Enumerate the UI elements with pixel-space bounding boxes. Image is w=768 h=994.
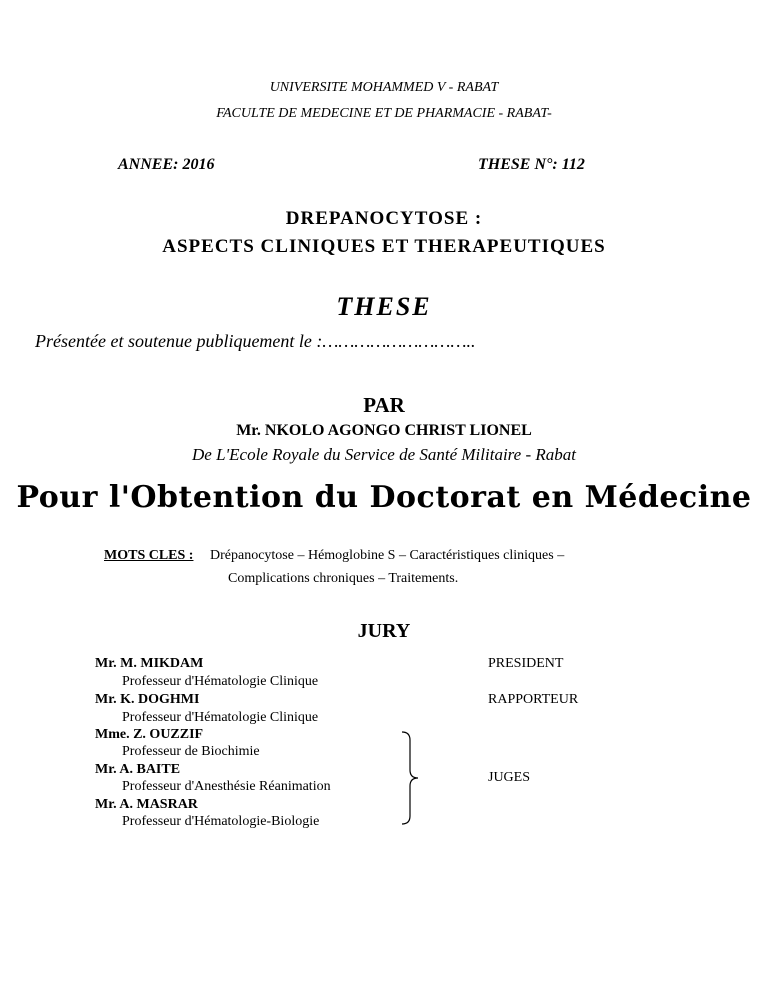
jury-brace <box>398 730 422 826</box>
jury-member-title: Professeur d'Hématologie-Biologie <box>122 814 320 829</box>
jury-member-title: Professeur d'Hématologie Clinique <box>122 674 319 689</box>
jury-member-name: Mr. M. MIKDAM <box>95 656 204 671</box>
jury-member-name: Mr. A. BAITE <box>95 762 181 777</box>
presentation-line: Présentée et soutenue publiquement le :……………………….. <box>35 331 476 351</box>
jury-member-title: Professeur d'Hématologie Clinique <box>122 710 319 725</box>
jury-member-name: Mme. Z. OUZZIF <box>95 727 204 742</box>
faculty-name: FACULTE DE MEDECINE ET DE PHARMACIE - RABAT- <box>216 106 552 121</box>
jury-member-title: Professeur de Biochimie <box>122 744 260 759</box>
keywords-line1: Drépanocytose – Hémoglobine S – Caractéristiques cliniques – <box>210 548 565 563</box>
author-school: De L'Ecole Royale du Service de Santé Militaire - Rabat <box>192 445 576 464</box>
role-rapporteur: RAPPORTEUR <box>488 692 579 707</box>
jury-heading: JURY <box>357 620 411 642</box>
role-juges: JUGES <box>488 770 531 785</box>
par-heading: PAR <box>363 393 405 417</box>
jury-member-name: Mr. K. DOGHMI <box>95 692 200 707</box>
jury-member-title: Professeur d'Anesthésie Réanimation <box>122 779 331 794</box>
thesis-title-line1: DREPANOCYTOSE : <box>285 208 483 229</box>
jury-member-name: Mr. A. MASRAR <box>95 797 198 812</box>
role-president: PRESIDENT <box>488 656 564 671</box>
academic-year: ANNEE: 2016 <box>118 156 215 173</box>
thesis-number: THESE N°: 112 <box>478 156 585 173</box>
these-heading: THESE <box>336 292 432 321</box>
keywords-line2: Complications chroniques – Traitements. <box>228 571 459 586</box>
university-name: UNIVERSITE MOHAMMED V - RABAT <box>269 80 499 95</box>
keywords-label: MOTS CLES : <box>104 548 194 563</box>
degree-line: Pour l'Obtention du Doctorat en Médecine <box>16 480 752 515</box>
author-name: Mr. NKOLO AGONGO CHRIST LIONEL <box>236 422 532 439</box>
thesis-title-line2: ASPECTS CLINIQUES ET THERAPEUTIQUES <box>162 236 606 257</box>
